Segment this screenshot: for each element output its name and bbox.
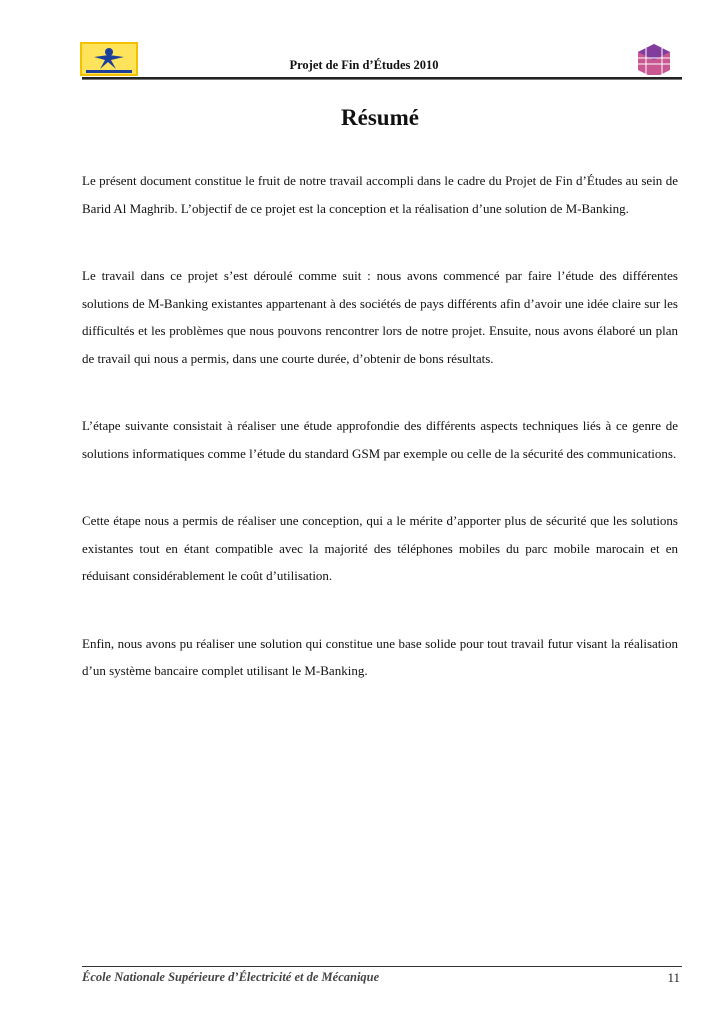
page-header bbox=[0, 0, 728, 90]
page-title: Résumé bbox=[341, 105, 419, 130]
paragraph: Le travail dans ce projet s’est déroulé comme suit : nous avons commencé par faire l’étude des différentes solutions de M-Banking existantes appartenant à des sociétés de pays différents afin d’avoir une idée claire sur les difficultés et les problèmes que nous pouvons rencontrer lors de notre projet. Ensuite, nous avons élaboré un plan de travail qui nous a permis, dans une courte durée, d’obtenir de bons résultats. bbox=[82, 268, 678, 366]
abstract-body bbox=[82, 167, 678, 725]
footer-divider bbox=[82, 966, 682, 967]
paragraph: Cette étape nous a permis de réaliser une conception, qui a le mérite d’apporter plus de sécurité que les solutions existantes tout en étant compatible avec la majorité des téléphones mobiles du parc mobile marocain et en réduisant considérablement le coût d’utilisation. bbox=[82, 513, 678, 583]
paragraph: Enfin, nous avons pu réaliser une solution qui constitue une base solide pour tout travail futur visant la réalisation d’un système bancaire complet utilisant le M-Banking. bbox=[82, 635, 678, 678]
paragraph: Le présent document constitue le fruit de notre travail accompli dans le cadre du Projet de Fin d’Études au sein de Barid Al Maghrib. L’objectif de ce projet est la conception et la réalisation d’une solution de M-Banking. bbox=[82, 173, 678, 216]
header-title: Projet de Fin d’Études 2010 bbox=[289, 58, 439, 72]
header-divider bbox=[82, 77, 682, 80]
page-number: 11 bbox=[667, 970, 680, 985]
paragraph: L’étape suivante consistait à réaliser une étude approfondie des différents aspects techniques liés à ce genre de solutions informatiques comme l’étude du standard GSM par exemple ou celle de la sécurité des communications. bbox=[82, 418, 678, 461]
footer-school-name: École Nationale Supérieure d’Électricité et de Mécanique bbox=[82, 970, 380, 984]
